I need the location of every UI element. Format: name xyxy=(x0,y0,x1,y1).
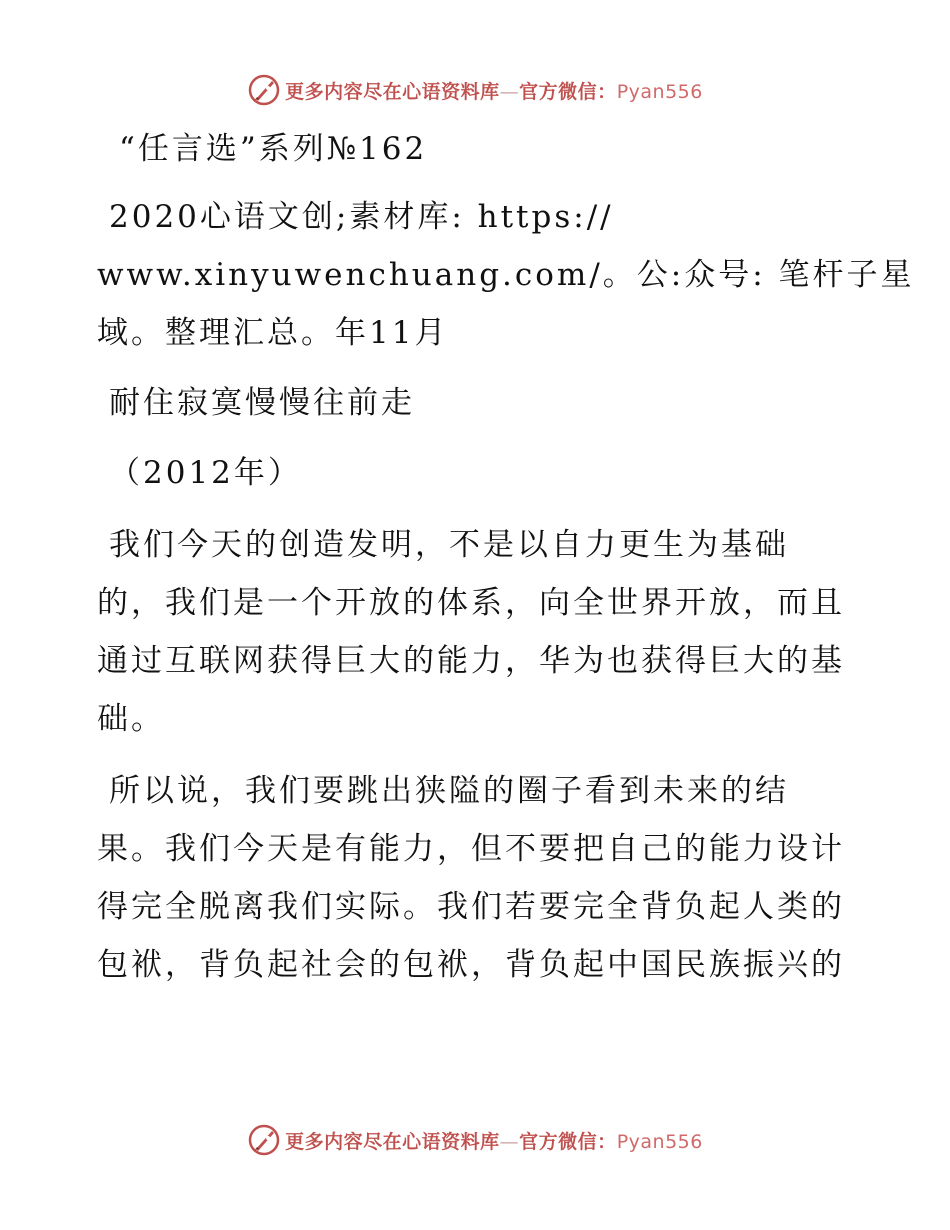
watermark-label: 官方微信： xyxy=(519,1130,617,1153)
text-line: 的，我们是一个开放的体系，向全世界开放，而且 xyxy=(97,585,845,621)
paragraph-2 xyxy=(97,762,857,994)
text-line: 我们今天的创造发明，不是以自力更生为基础 xyxy=(109,527,789,563)
text-line: 果。我们今天是有能力，但不要把自己的能力设计 xyxy=(97,831,845,867)
watermark-text xyxy=(285,77,703,104)
article-title: 耐住寂寞慢慢往前走 xyxy=(109,385,415,421)
watermark-text xyxy=(285,1127,703,1154)
header-watermark xyxy=(0,70,950,110)
text-line: 础。 xyxy=(97,701,165,737)
source-note xyxy=(97,188,915,362)
footer-watermark xyxy=(0,1120,950,1160)
watermark-dash: — xyxy=(499,80,520,103)
text-line: 包袱，背负起社会的包袱，背负起中国民族振兴的 xyxy=(97,947,845,983)
paragraph-1 xyxy=(97,516,857,748)
article-date: （2012年） xyxy=(109,455,302,491)
watermark-handle: Pyan556 xyxy=(616,80,703,103)
watermark-site-text: 更多内容尽在心语资料库 xyxy=(285,80,500,103)
watermark-site-text: 更多内容尽在心语资料库 xyxy=(285,1130,500,1153)
quill-pen-logo-icon xyxy=(247,1123,281,1157)
series-heading: “任言选”系列№162 xyxy=(119,131,428,167)
watermark-label: 官方微信： xyxy=(519,80,617,103)
text-line: 通过互联网获得巨大的能力，华为也获得巨大的基 xyxy=(97,643,845,679)
quill-pen-logo-icon xyxy=(247,73,281,107)
text-line: 得完全脱离我们实际。我们若要完全背负起人类的 xyxy=(97,889,845,925)
document-body xyxy=(97,120,915,994)
source-line: www.xinyuwenchuang.com/。公:众号: 笔杆子星 xyxy=(97,257,915,293)
source-line: 2020心语文创;素材库: https:// xyxy=(109,199,614,235)
watermark-dash: — xyxy=(499,1130,520,1153)
source-line: 域。整理汇总。年11月 xyxy=(97,315,449,351)
watermark-handle: Pyan556 xyxy=(616,1130,703,1153)
text-line: 所以说，我们要跳出狭隘的圈子看到未来的结 xyxy=(109,773,789,809)
